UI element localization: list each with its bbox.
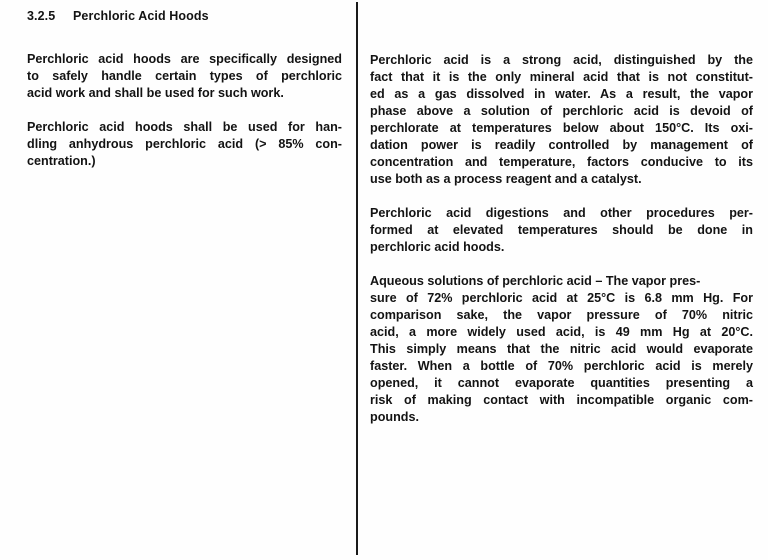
text-line: Aqueous solutions of perchloric acid – The vapor pres- [370, 274, 701, 288]
text-line: centration.) [27, 154, 96, 168]
section-title: Perchloric Acid Hoods [73, 9, 209, 23]
paragraph [370, 205, 753, 256]
text-line: This simply means that the nitric acid would evaporate [370, 342, 753, 356]
text-line: to safely handle certain types of perchloric [27, 69, 342, 83]
text-line: Perchloric acid digestions and other procedures per- [370, 206, 753, 220]
text-line: acid work and shall be used for such work. [27, 86, 284, 100]
text-line: risk of making contact with incompatible organic com- [370, 393, 753, 407]
left-column [27, 8, 342, 170]
text-line: phase above a solution of perchloric acid is devoid of [370, 104, 753, 118]
paragraph [370, 273, 753, 426]
left-column-body [27, 51, 342, 170]
paragraph [27, 51, 342, 102]
text-line: faster. When a bottle of 70% perchloric acid is merely [370, 359, 753, 373]
text-line: sure of 72% perchloric acid at 25°C is 6.8 mm Hg. For [370, 291, 753, 305]
column-divider [356, 2, 358, 555]
section-number: 3.2.5 [27, 9, 56, 23]
text-line: opened, it cannot evaporate quantities presenting a [370, 376, 753, 390]
text-line: Perchloric acid hoods shall be used for han- [27, 120, 342, 134]
text-line: dation power is readily controlled by management of [370, 138, 753, 152]
text-line: perchloric acid hoods. [370, 240, 505, 254]
text-line: acid, a more widely used acid, is 49 mm Hg at 20°C. [370, 325, 753, 339]
section-heading [27, 8, 342, 24]
text-line: use both as a process reagent and a catalyst. [370, 172, 642, 186]
text-line: ed as a gas dissolved in water. As a result, the vapor [370, 87, 753, 101]
text-line: fact that it is the only mineral acid that is not constitut- [370, 70, 753, 84]
text-line: pounds. [370, 410, 419, 424]
text-line: concentration and temperature, factors conducive to its [370, 155, 753, 169]
text-line: comparison sake, the vapor pressure of 70% nitric [370, 308, 753, 322]
paragraph [370, 52, 753, 188]
text-line: Perchloric acid is a strong acid, distinguished by the [370, 53, 753, 67]
text-line: perchlorate at temperatures below about 150°C. Its oxi- [370, 121, 753, 135]
paragraph [27, 119, 342, 170]
right-column [370, 52, 753, 426]
text-line: dling anhydrous perchloric acid (> 85% con- [27, 137, 342, 151]
text-line: Perchloric acid hoods are specifically designed [27, 52, 342, 66]
text-line: formed at elevated temperatures should be done in [370, 223, 753, 237]
